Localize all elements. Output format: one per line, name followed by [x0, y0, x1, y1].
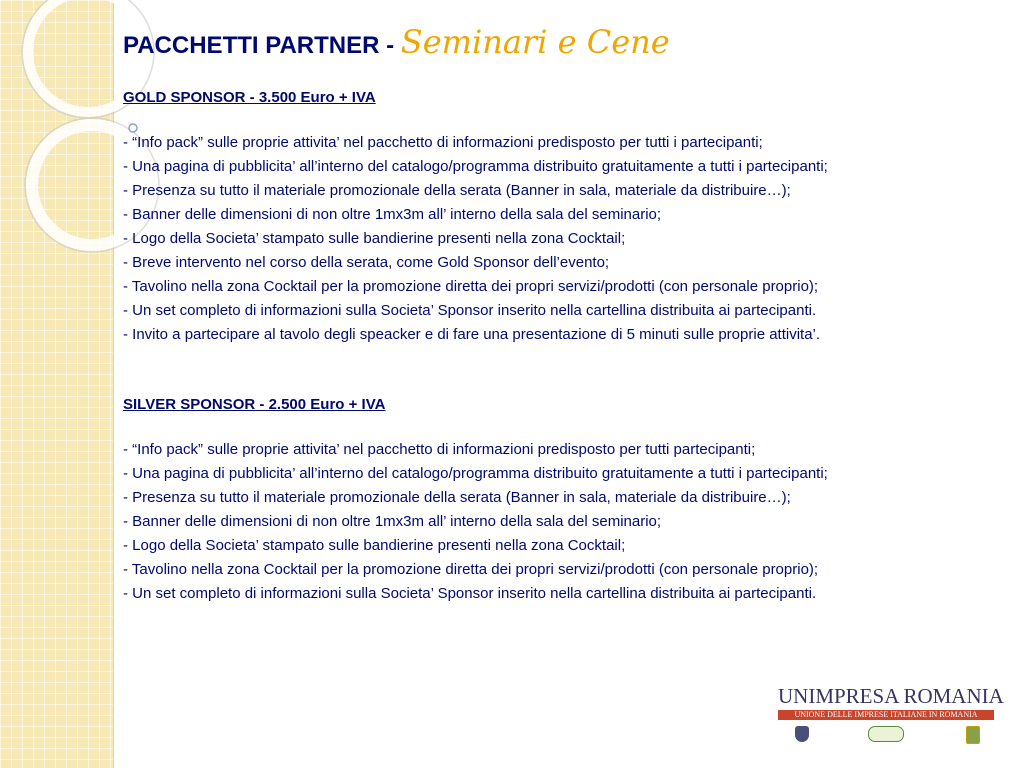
silver-item: - Presenza su tutto il materiale promozionale della serata (Banner in sala, materiale da distribuire…); [123, 489, 791, 506]
slide-title [123, 22, 1003, 62]
gold-item: - “Info pack” sulle proprie attivita’ nel pacchetto di informazioni predisposto per tutti i partecipanti; [123, 134, 763, 151]
gold-item: - Tavolino nella zona Cocktail per la promozione diretta dei propri servizi/prodotti (con personale proprio); [123, 278, 819, 295]
silver-item: - Tavolino nella zona Cocktail per la promozione diretta dei propri servizi/prodotti (con personale proprio); [123, 561, 819, 578]
title-main: PACCHETTI PARTNER - [123, 32, 401, 59]
silver-sponsor-heading: SILVER SPONSOR - 2.500 Euro + IVA [123, 396, 386, 413]
gold-item: - Invito a partecipare al tavolo degli speacker e di fare una presentazione di 5 minuti sulle proprie attivita’. [123, 326, 821, 343]
title-script: Seminari e Cene [400, 23, 670, 61]
gold-sponsor-list [123, 131, 1003, 347]
logo-tagline: UNIONE DELLE IMPRESE ITALIANE IN ROMANIA [778, 710, 994, 720]
silver-sponsor-list [123, 438, 1003, 606]
slide-content [123, 22, 1003, 606]
gold-item: - Presenza su tutto il materiale promozionale della serata (Banner in sala, materiale da distribuire…); [123, 182, 791, 199]
silver-item: - Banner delle dimensioni di non oltre 1mx3m all’ interno della sala del seminario; [123, 513, 662, 530]
gold-item: - Una pagina di pubblicita’ all’interno del catalogo/programma distribuito gratuitamente a tutti i partecipanti; [123, 158, 828, 175]
gold-item: - Breve intervento nel corso della serata, come Gold Sponsor dell’evento; [123, 254, 610, 271]
gold-item: - Logo della Societa’ stampato sulle bandierine presenti nella zona Cocktail; [123, 230, 626, 247]
silver-item: - Logo della Societa’ stampato sulle bandierine presenti nella zona Cocktail; [123, 537, 626, 554]
gold-sponsor-heading: GOLD SPONSOR - 3.500 Euro + IVA [123, 89, 376, 106]
emblem-icon [795, 726, 809, 742]
partner-icons [778, 724, 994, 748]
silver-item: - Un set completo di informazioni sulla Societa’ Sponsor inserito nella cartellina distribuita ai partecipanti. [123, 585, 817, 602]
gold-item: - Banner delle dimensioni di non oltre 1mx3m all’ interno della sala del seminario; [123, 206, 662, 223]
badge-icon [868, 726, 904, 742]
logo-name: UNIMPRESA ROMANIA [778, 684, 1004, 708]
gold-item: - Un set completo di informazioni sulla Societa’ Sponsor inserito nella cartellina distribuita ai partecipanti. [123, 302, 817, 319]
shield-icon [966, 726, 980, 744]
silver-item: - “Info pack” sulle proprie attivita’ nel pacchetto di informazioni predisposto per tutti partecipanti; [123, 441, 756, 458]
unimpresa-logo [778, 684, 1004, 744]
silver-item: - Una pagina di pubblicita’ all’interno del catalogo/programma distribuito gratuitamente a tutti i partecipanti; [123, 465, 828, 482]
